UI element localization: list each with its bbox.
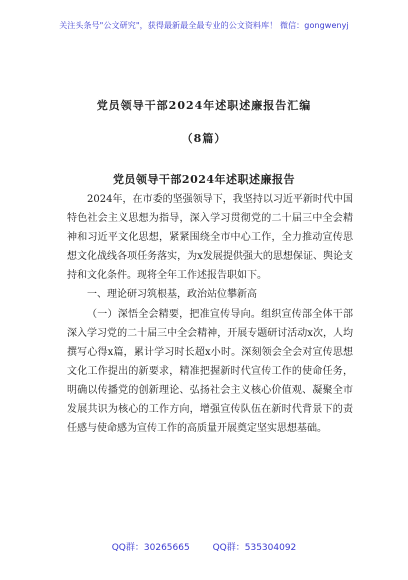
paragraph-intro: 2024年，在市委的坚强领导下，我坚持以习近平新时代中国特色社会主义思想为指导，深入学习贯彻党的二十届三中全会精神和习近平文化思想，紧紧围绕全市中心工作，全力推动宣传思想文化战线各项任务落实，为x发展提供强大的思想保证、舆论支持和文化条件。现将全年工作述报告职如下。 — [67, 194, 353, 282]
paragraph-heading-1: 一、理论研习筑根基，政治站位攀新高 — [87, 289, 257, 301]
paragraph-1-1: （一）深悟全会精要，把准宣传导向。组织宣传部全体干部深入学习党的二十届三中全会精神，开展专题研讨活动x次，人均撰写心得x篇，累计学习时长超x小时。深刻领会全会对宣传思想文化工作提出的新要求，精准把握新时代宣传工作的使命任务，明确以传播党的创新理论、弘扬社会主义核心价值观、凝聚全市发展共识为核心的工作方向，增强宣传队伍在新时代背景下的责任感与使命感为宣传工作的高质量开展奠定坚实思想基础。 — [67, 308, 353, 435]
top-banner: 关注头条号"公文研究"，获得最新最全最专业的公文资料库！ 微信：gongwenyj — [59, 21, 349, 30]
section-title: 党员领导干部2024年述职述廉报告 — [112, 173, 296, 186]
document-count: （8篇） — [181, 132, 227, 145]
document-title: 党员领导干部2024年述职述廉报告汇编 — [96, 99, 312, 112]
document-body — [67, 190, 353, 438]
footer — [0, 540, 408, 553]
footer-qq-group-2: QQ群：535304092 — [212, 543, 297, 553]
footer-qq-group-1: QQ群：30265665 — [111, 543, 190, 553]
